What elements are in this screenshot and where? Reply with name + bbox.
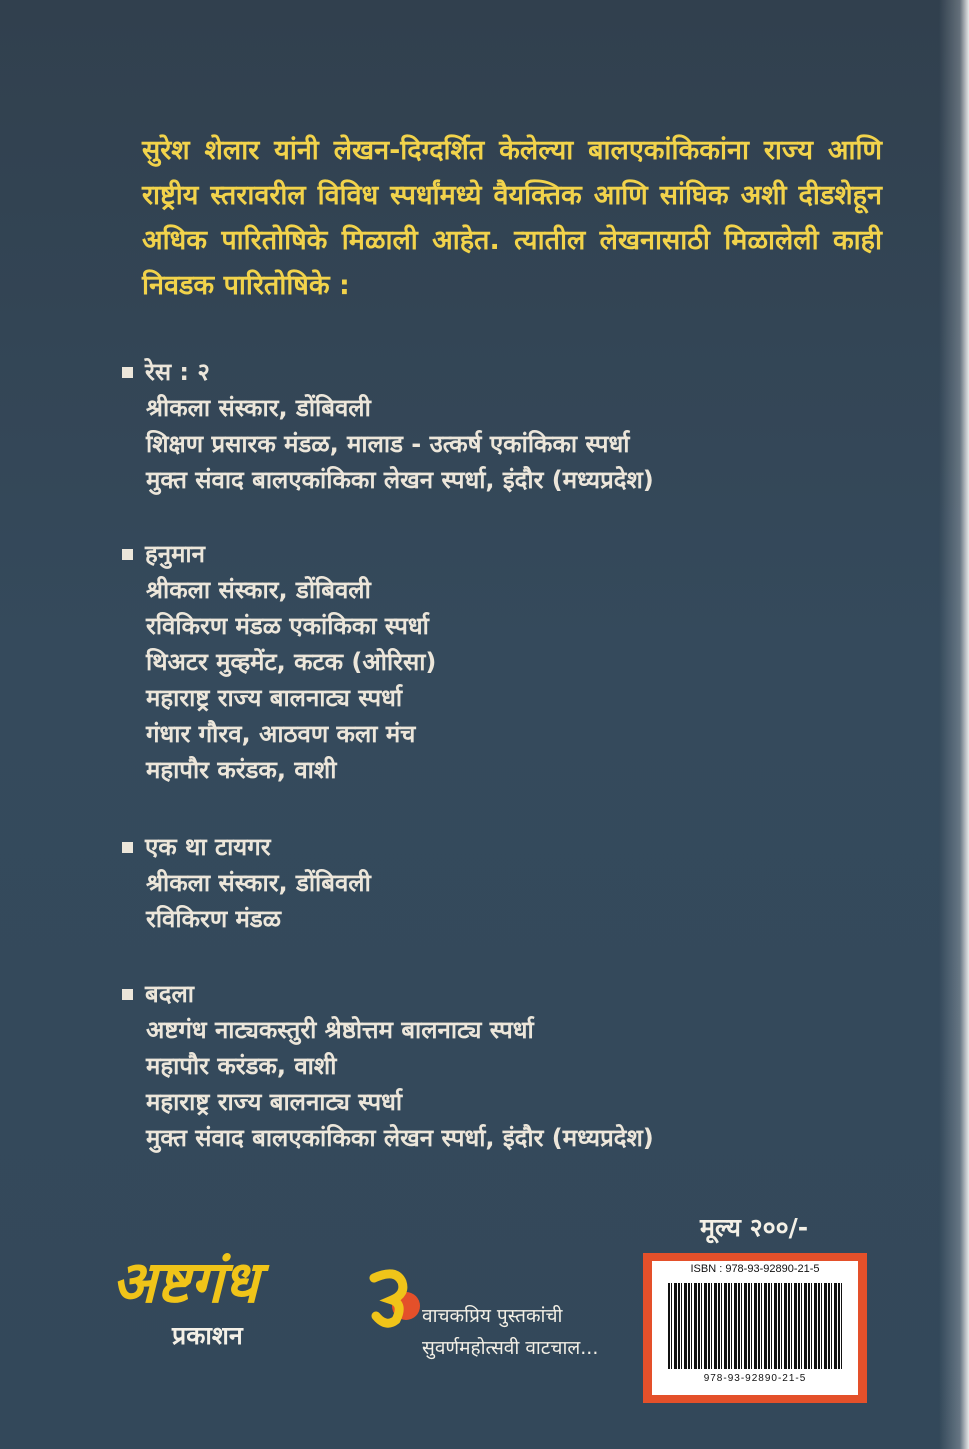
publisher-logo: अष्टगंध	[112, 1248, 259, 1316]
award-item: मुक्त संवाद बालएकांकिका लेखन स्पर्धा, इंदौर (मध्यप्रदेश)	[146, 1124, 654, 1152]
square-bullet-icon	[122, 549, 133, 560]
isbn-barcode-box	[643, 1253, 867, 1403]
award-section-badla	[122, 976, 654, 1156]
award-list	[146, 390, 654, 498]
publisher-subtitle: प्रकाशन	[172, 1321, 243, 1350]
section-title: एक था टायगर	[145, 833, 271, 861]
isbn-label: ISBN : 978-93-92890-21-5	[690, 1263, 820, 1275]
award-item: श्रीकला संस्कार, डोंबिवली	[146, 869, 371, 897]
award-list	[146, 865, 371, 937]
cover-edge	[939, 0, 969, 1449]
award-item: रविकिरण मंडळ एकांकिका स्पर्धा	[146, 612, 429, 640]
square-bullet-icon	[122, 842, 133, 853]
section-heading	[122, 354, 654, 390]
section-heading	[122, 829, 371, 865]
tagline-line-1: वाचकप्रिय पुस्तकांची	[422, 1305, 563, 1327]
award-item: महाराष्ट्र राज्य बालनाट्य स्पर्धा	[146, 684, 403, 712]
barcode-icon	[668, 1283, 842, 1369]
award-item: गंधार गौरव, आठवण कला मंच	[146, 720, 416, 748]
section-title: रेस : २	[145, 358, 210, 386]
award-item: महापौर करंडक, वाशी	[146, 756, 337, 784]
tagline-line-2: सुवर्णमहोत्सवी वाटचाल...	[422, 1337, 599, 1359]
award-section-ek-tha-tiger	[122, 829, 371, 937]
award-section-race-2	[122, 354, 654, 498]
award-item: श्रीकला संस्कार, डोंबिवली	[146, 576, 371, 604]
section-title: बदला	[145, 980, 194, 1008]
award-list	[146, 572, 436, 788]
section-title: हनुमान	[145, 540, 205, 568]
square-bullet-icon	[122, 989, 133, 1000]
award-list	[146, 1012, 654, 1156]
price-label: मूल्य २००/-	[700, 1213, 809, 1242]
award-item: मुक्त संवाद बालएकांकिका लेखन स्पर्धा, इंदौर (मध्यप्रदेश)	[146, 466, 654, 494]
section-heading	[122, 536, 436, 572]
intro-paragraph: सुरेश शेलार यांनी लेखन-दिग्दर्शित केलेल्या बालएकांकिकांना राज्य आणि राष्ट्रीय स्तरावरील विविध स्पर्धांमध्ये वैयक्तिक आणि सांघिक अशी दीडशेहून अधिक पारितोषिके मिळाली आहेत. त्यातील लेखनासाठी मिळालेली काही निवडक पारितोषिके :	[142, 135, 882, 301]
barcode-panel	[652, 1261, 858, 1395]
award-item: रविकिरण मंडळ	[146, 905, 281, 933]
award-section-hanuman	[122, 536, 436, 788]
square-bullet-icon	[122, 367, 133, 378]
isbn-number: 978-93-92890-21-5	[703, 1373, 807, 1384]
award-item: महाराष्ट्र राज्य बालनाट्य स्पर्धा	[146, 1088, 403, 1116]
golden-jubilee-emblem-icon	[366, 1266, 430, 1330]
award-item: थिअटर मुव्हमेंट, कटक (ओरिसा)	[146, 648, 437, 676]
award-item: महापौर करंडक, वाशी	[146, 1052, 337, 1080]
section-heading	[122, 976, 654, 1012]
award-item: श्रीकला संस्कार, डोंबिवली	[146, 394, 371, 422]
award-item: शिक्षण प्रसारक मंडळ, मालाड - उत्कर्ष एकांकिका स्पर्धा	[146, 430, 630, 458]
award-item: अष्टगंध नाट्यकस्तुरी श्रेष्ठोत्तम बालनाट्य स्पर्धा	[146, 1016, 534, 1044]
